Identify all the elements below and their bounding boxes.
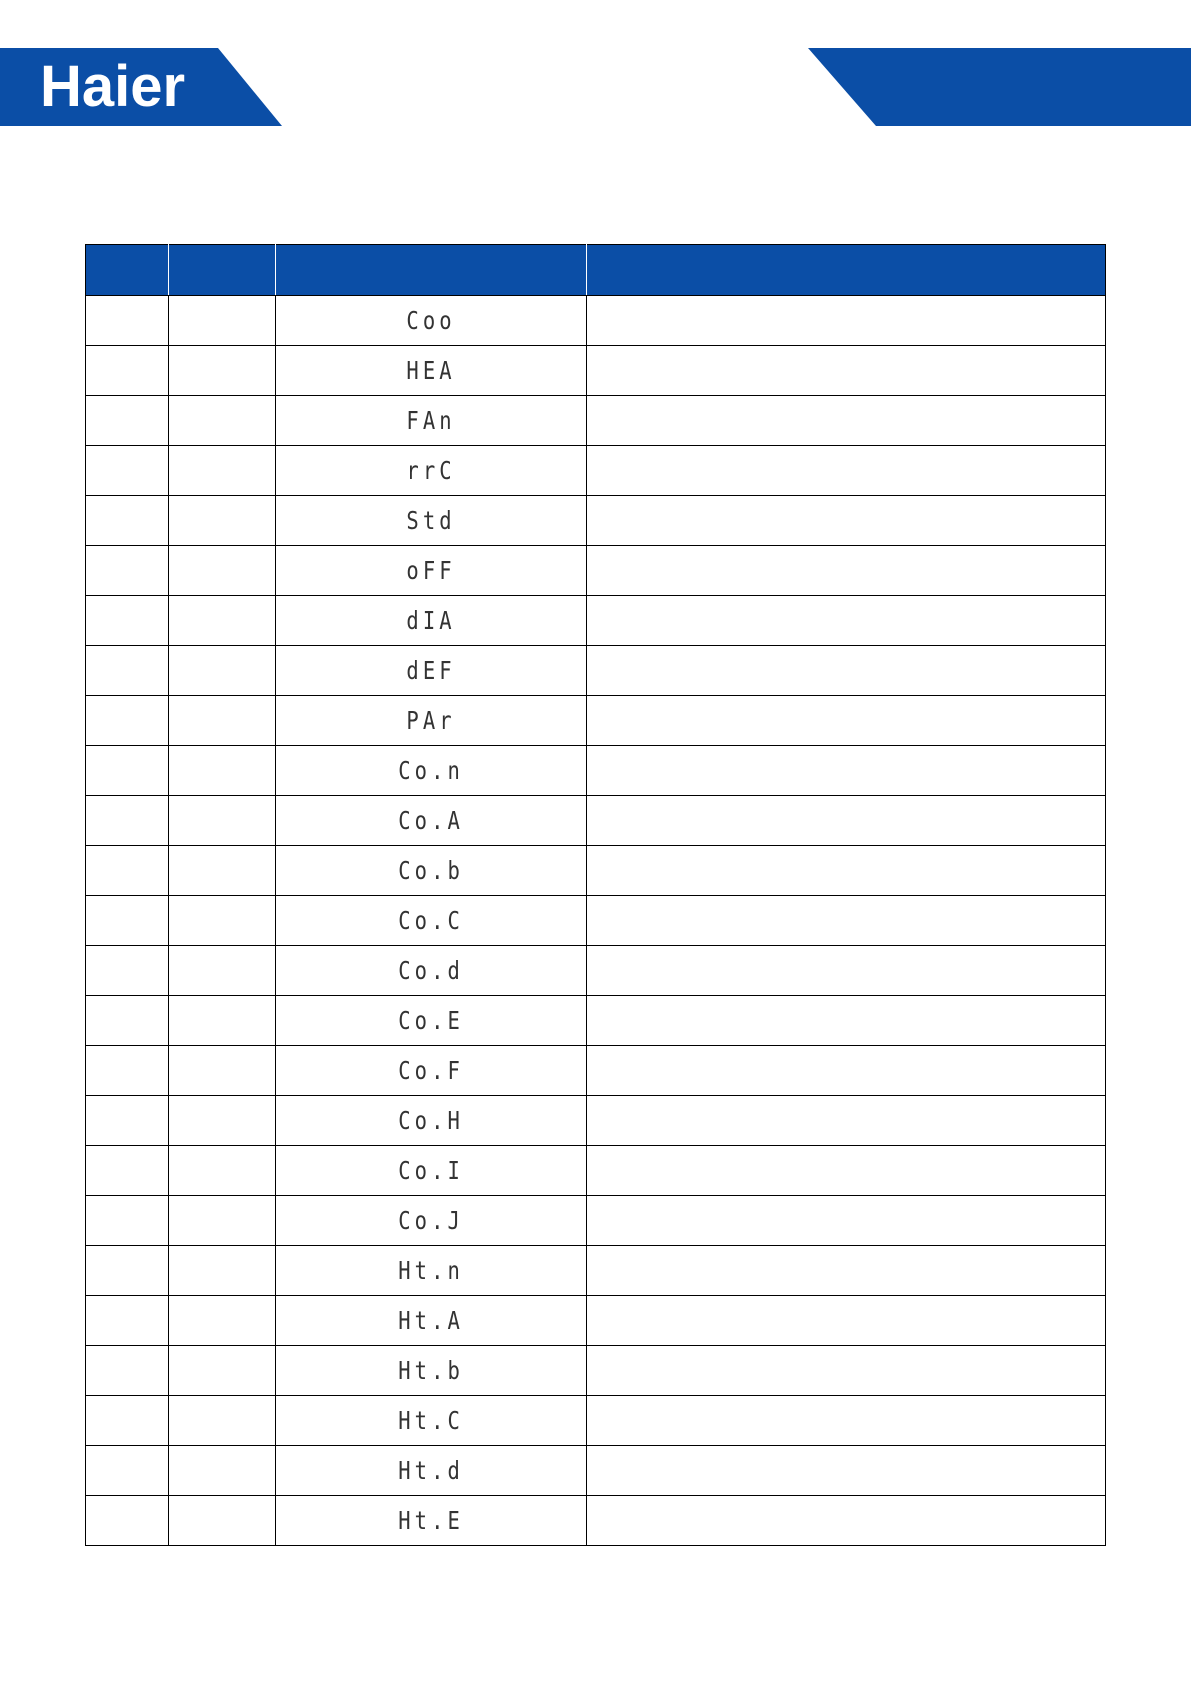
display-code: Co.I [398,1156,464,1185]
empty-cell [169,846,276,896]
empty-cell [587,946,1106,996]
header-cell [86,245,169,296]
code-cell [276,1396,587,1446]
table-row [86,746,1106,796]
table-row [86,1146,1106,1196]
display-code: FAn [406,406,456,435]
display-code: Ht.d [398,1456,464,1485]
empty-cell [86,1146,169,1196]
table-row [86,1396,1106,1446]
empty-cell [587,1396,1106,1446]
code-cell [276,1496,587,1546]
empty-cell [587,896,1106,946]
empty-cell [169,1496,276,1546]
empty-cell [86,296,169,346]
table-row [86,646,1106,696]
code-cell [276,1046,587,1096]
display-code: Co.b [398,856,464,885]
empty-cell [169,796,276,846]
table-row [86,996,1106,1046]
empty-cell [86,996,169,1046]
code-cell [276,846,587,896]
empty-cell [587,646,1106,696]
display-code: Co.E [398,1006,464,1035]
code-table-container [85,244,1106,1546]
header-cell [276,245,587,296]
empty-cell [86,1046,169,1096]
empty-cell [86,946,169,996]
table-row [86,1246,1106,1296]
display-code: oFF [406,556,456,585]
code-cell [276,346,587,396]
table-row [86,1346,1106,1396]
empty-cell [587,1196,1106,1246]
code-cell [276,946,587,996]
empty-cell [169,896,276,946]
table-row [86,1046,1106,1096]
code-cell [276,646,587,696]
empty-cell [86,1396,169,1446]
empty-cell [86,1446,169,1496]
code-cell [276,496,587,546]
display-code: HEA [406,356,456,385]
empty-cell [169,1246,276,1296]
table-row [86,296,1106,346]
empty-cell [169,996,276,1046]
table-row [86,496,1106,546]
empty-cell [86,346,169,396]
empty-cell [86,1496,169,1546]
brand-logo: Haier [40,54,186,119]
display-code: Ht.C [398,1406,464,1435]
empty-cell [169,596,276,646]
empty-cell [169,1146,276,1196]
code-cell [276,696,587,746]
empty-cell [86,896,169,946]
display-code: Std [406,506,456,535]
code-cell [276,896,587,946]
display-code: Co.d [398,956,464,985]
empty-cell [86,1096,169,1146]
code-cell [276,996,587,1046]
display-code: rrC [406,456,456,485]
header-cell [169,245,276,296]
empty-cell [86,1246,169,1296]
empty-cell [587,996,1106,1046]
empty-cell [86,646,169,696]
empty-cell [86,1296,169,1346]
display-code: Co.J [398,1206,464,1235]
empty-cell [169,1096,276,1146]
code-cell [276,1296,587,1346]
empty-cell [587,346,1106,396]
code-cell [276,796,587,846]
display-code: Co.H [398,1106,464,1135]
table-row [86,896,1106,946]
header-banner-right [808,48,1191,126]
empty-cell [169,1346,276,1396]
empty-cell [587,1096,1106,1146]
table-row [86,1096,1106,1146]
display-code: Ht.A [398,1306,464,1335]
display-code: dEF [406,656,456,685]
empty-cell [587,696,1106,746]
empty-cell [587,1296,1106,1346]
table-header-row [86,245,1106,296]
empty-cell [587,596,1106,646]
display-code: PAr [406,706,456,735]
header-cell [587,245,1106,296]
code-table [85,244,1106,1546]
empty-cell [587,496,1106,546]
code-cell [276,1246,587,1296]
display-code: Co.C [398,906,464,935]
display-code: Coo [406,306,456,335]
empty-cell [86,696,169,746]
code-cell [276,446,587,496]
empty-cell [587,1246,1106,1296]
code-cell [276,546,587,596]
empty-cell [86,746,169,796]
empty-cell [587,1346,1106,1396]
display-code: Ht.E [398,1506,464,1535]
table-body [86,296,1106,1546]
empty-cell [169,346,276,396]
empty-cell [169,546,276,596]
table-row [86,546,1106,596]
empty-cell [587,396,1106,446]
empty-cell [86,596,169,646]
display-code: Co.n [398,756,464,785]
table-row [86,946,1106,996]
table-row [86,796,1106,846]
empty-cell [587,1146,1106,1196]
table-row [86,1446,1106,1496]
code-cell [276,1146,587,1196]
code-cell [276,1196,587,1246]
table-row [86,696,1106,746]
empty-cell [169,1296,276,1346]
empty-cell [86,396,169,446]
display-code: Co.F [398,1056,464,1085]
table-row [86,1496,1106,1546]
empty-cell [169,296,276,346]
table-row [86,596,1106,646]
code-cell [276,1096,587,1146]
empty-cell [169,746,276,796]
code-cell [276,596,587,646]
table-row [86,446,1106,496]
code-cell [276,746,587,796]
empty-cell [86,1196,169,1246]
table-row [86,846,1106,896]
empty-cell [587,446,1106,496]
display-code: Ht.n [398,1256,464,1285]
empty-cell [86,496,169,546]
table-row [86,396,1106,446]
empty-cell [587,1046,1106,1096]
empty-cell [587,546,1106,596]
empty-cell [86,546,169,596]
empty-cell [587,1496,1106,1546]
empty-cell [86,796,169,846]
display-code: Co.A [398,806,464,835]
empty-cell [86,446,169,496]
empty-cell [169,1046,276,1096]
table-row [86,1196,1106,1246]
empty-cell [169,496,276,546]
code-cell [276,396,587,446]
code-cell [276,296,587,346]
table-row [86,1296,1106,1346]
code-cell [276,1446,587,1496]
empty-cell [587,1446,1106,1496]
code-cell [276,1346,587,1396]
empty-cell [169,696,276,746]
empty-cell [169,1446,276,1496]
empty-cell [86,846,169,896]
empty-cell [169,1196,276,1246]
display-code: Ht.b [398,1356,464,1385]
empty-cell [169,646,276,696]
display-code: dIA [406,606,456,635]
empty-cell [587,846,1106,896]
empty-cell [587,796,1106,846]
empty-cell [169,396,276,446]
empty-cell [587,296,1106,346]
empty-cell [169,1396,276,1446]
empty-cell [169,446,276,496]
table-row [86,346,1106,396]
empty-cell [587,746,1106,796]
empty-cell [169,946,276,996]
empty-cell [86,1346,169,1396]
